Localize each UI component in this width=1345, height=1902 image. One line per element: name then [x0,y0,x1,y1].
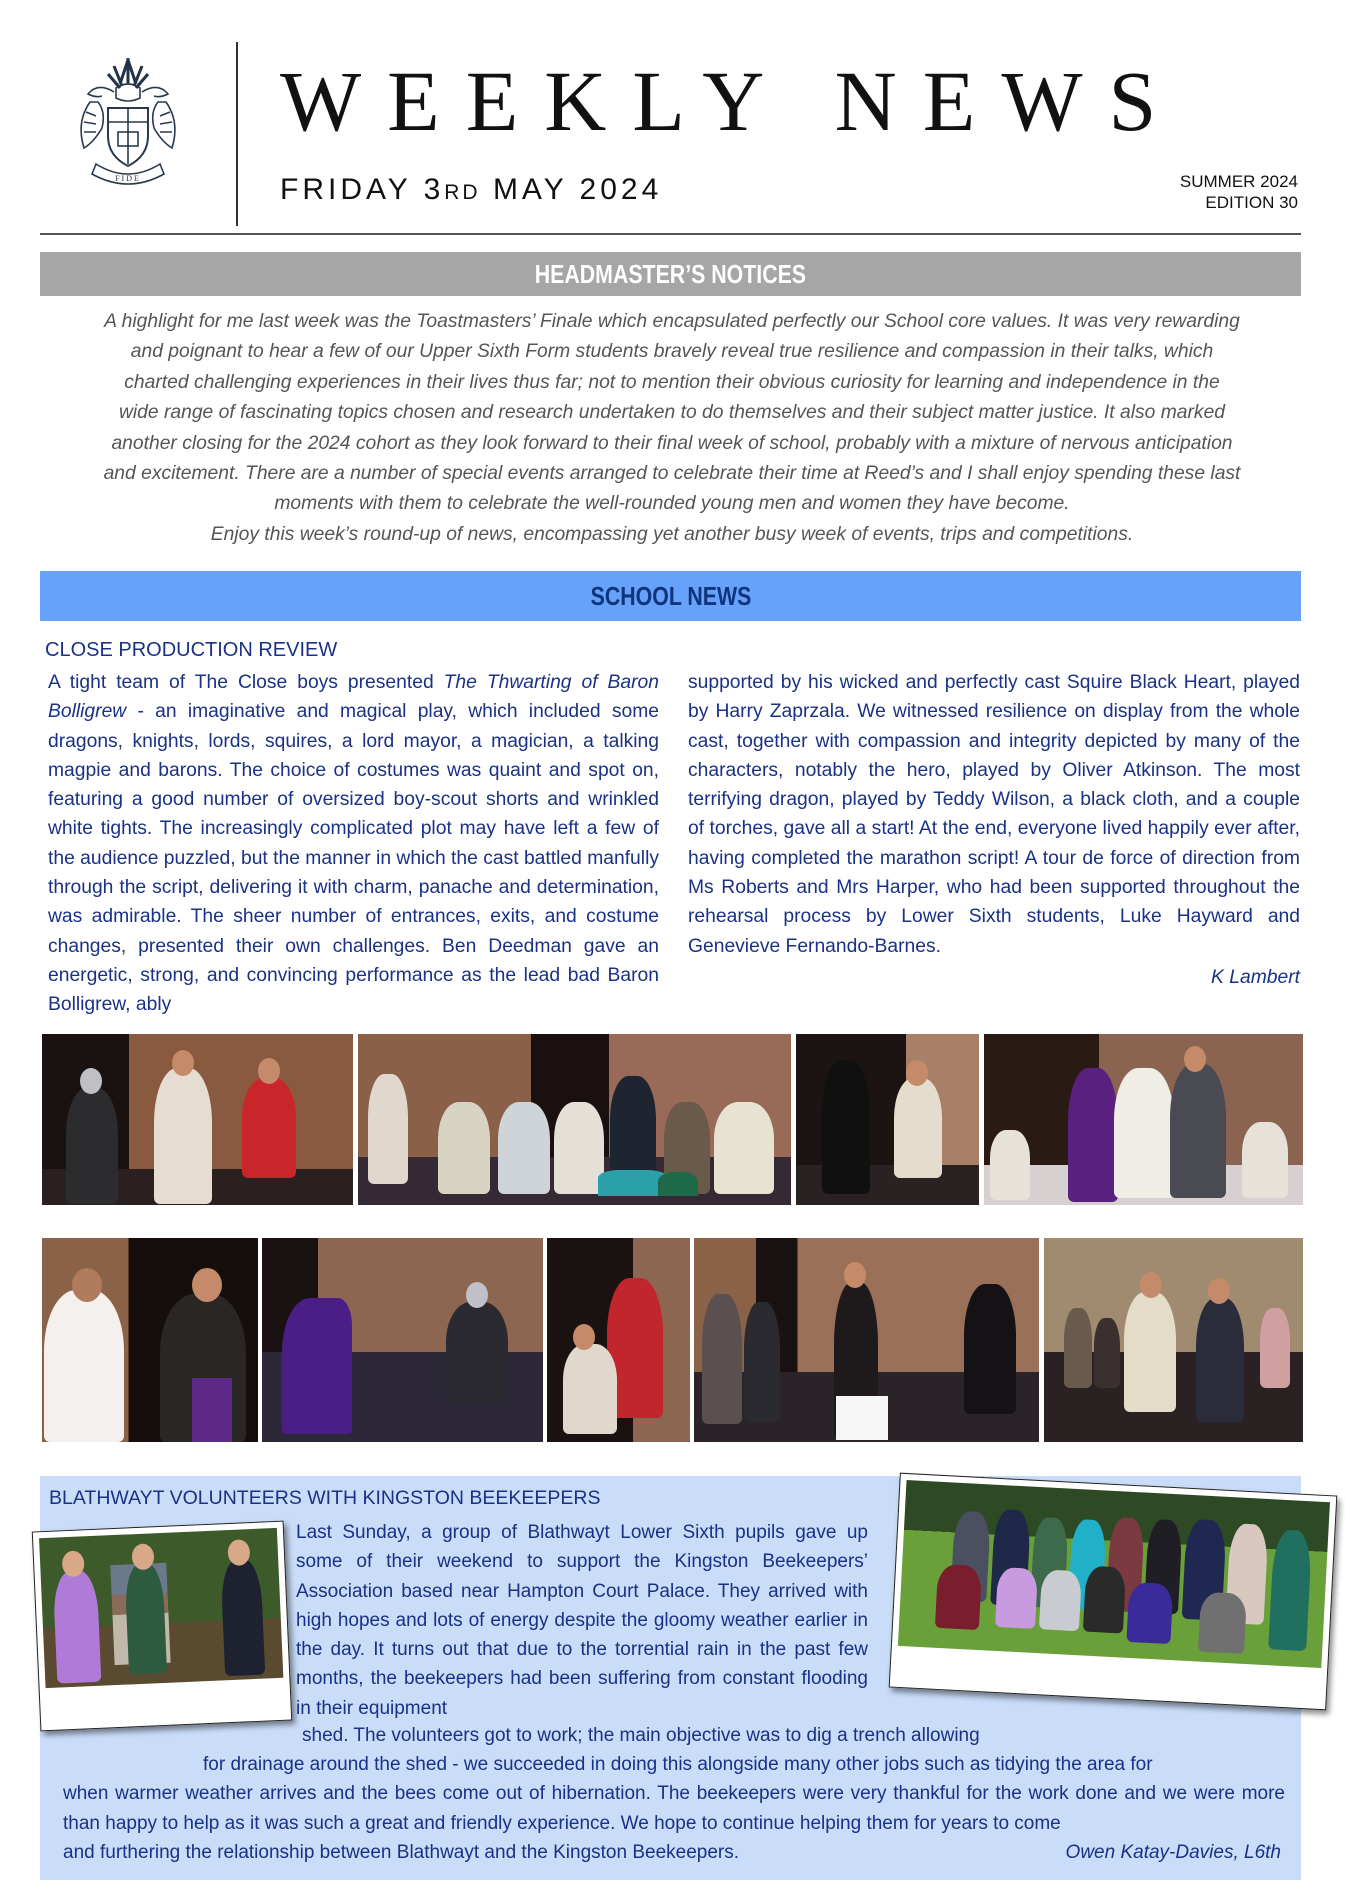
beekeepers-text-top: Last Sunday, a group of Blathwayt Lower Sixth pupils gave up some of their weekend to support the Kingston Beekeepers’ Association based near Hampton Court Palace. They arrived with high hopes and lots of energy despite the gloomy weather earlier in the day. It turns out that due to the torrential rain in the past few months, the beekeepers had been suffering from constant flooding in their equipment [296,1522,868,1719]
review-column-right [688,668,1300,992]
production-photo-9 [1044,1238,1303,1442]
notice-line: another closing for the 2024 cohort as they look forward to their final week of school, probably with a mixture of nervous anticipation [111,432,1233,454]
beekeepers-photo-hives [32,1521,292,1732]
svg-text:FIDE: FIDE [115,174,141,183]
beekeepers-text-middle: when warmer weather arrives and the bees come out of hibernation. The beekeepers were very thankful for the work done and we were more than happy to help as it was such a great and friendly experience. We hope to continue helping them for years to come [63,1783,1285,1834]
beekeepers-heading: BLATHWAYT VOLUNTEERS WITH KINGSTON BEEKEEPERS [49,1487,601,1509]
headmaster-notices-text [58,307,1286,550]
banner-title: HEADMASTER’S NOTICES [534,258,807,289]
production-photo-3 [796,1034,979,1205]
notice-line: and poignant to hear a few of our Upper Sixth Form students bravely reveal true resilience and compassion in their talks, which [130,341,1214,363]
close-production-review-heading: CLOSE PRODUCTION REVIEW [45,639,338,661]
date-ordinal: RD [444,181,481,204]
beekeepers-last-line [63,1838,1285,1867]
date-day: FRIDAY 3 [280,173,445,206]
review-body-right: supported by his wicked and perfectly cast Squire Black Heart, played by Harry Zaprzala. We witnessed resilience on display from the whole cast, together with compassion and integrity depicted by many of the characters, notably the hero, played by Oliver Atkinson. The most terrifying dragon, played by Teddy Wilson, a black cloth, and a couple of torches, gave all a start! At the end, everyone lived happily ever after, having completed the marathon script! A tour de force of direction from Ms Roberts and Mrs Harper, who had been supported throughout the rehearsal process by Lower Sixth students, Luke Hayward and Genevieve Fernando-Barnes. [688,672,1300,957]
issue-date [280,173,662,207]
header-divider [236,42,238,226]
notice-line: A highlight for me last week was the Toastmasters’ Finale which encapsulated perfectly our School core values. It was very rewarding [104,311,1240,332]
notice-line: wide range of fascinating topics chosen and research undertaken to do themselves and their subject matter justice. It also marked [118,402,1226,424]
production-photo-4 [984,1034,1303,1205]
beekeepers-author: Owen Katay-Davies, L6th [1065,1841,1281,1863]
production-photo-2 [358,1034,791,1205]
edition-info [1180,171,1298,213]
beekeepers-text-shed-line: shed. The volunteers got to work; the main objective was to dig a trench allowing [302,1725,980,1746]
term-label: SUMMER 2024 [1179,172,1298,191]
production-photo-1 [42,1034,353,1205]
production-photo-6 [262,1238,543,1442]
headmaster-notices-banner [40,252,1301,296]
review-author: K Lambert [1211,966,1300,988]
notice-line: and excitement. There are a number of special events arranged to celebrate their time at Reed’s and I shall enjoy spending these last [103,463,1241,485]
beekeepers-photo-group [889,1473,1338,1711]
production-photo-8 [694,1238,1039,1442]
review-body-left: - an imaginative and magical play, which included some dragons, knights, lords, squires, a lord mayor, a magician, a talking magpie and barons. The choice of costumes was quaint and spot on, featuring a good number of oversized boy-scout shorts and wrinkled white tights. The increasingly complicated plot may have left a few of the audience puzzled, but the manner in which the cast battled manfully through the script, delivering it with charm, panache and determination, was admirable. The sheer number of entrances, exits, and costume changes, presented their own challenges. Ben Deedman gave an energetic, strong, and convincing performance as the lead bad Baron Bolligrew, ably [48,701,659,1016]
review-intro: A tight team of The Close boys presented [48,672,444,693]
edition-number: EDITION 30 [1205,193,1298,212]
beekeepers-text-last: and furthering the relationship between Blathwayt and the Kingston Beekeepers. [63,1841,740,1863]
school-crest-logo [68,52,188,192]
production-photo-7 [547,1238,690,1442]
notice-line: Enjoy this week’s round-up of news, encompassing yet another busy week of events, trips and competitions. [210,523,1134,545]
beekeepers-text-bottom [63,1750,1285,1867]
newsletter-title: WEEKLY NEWS [280,53,1183,149]
banner-title: SCHOOL NEWS [590,580,751,611]
school-news-banner [40,571,1301,621]
review-column-left [48,668,659,1020]
beekeepers-text-line1: for drainage around the shed - we succeeded in doing this alongside many other jobs such as tidying the area for [203,1754,1153,1775]
notice-line: charted challenging experiences in their lives thus far; not to mention their obvious curiosity for learning and independence in the [124,371,1220,393]
date-month-year: MAY 2024 [480,173,663,206]
header-rule [40,233,1301,235]
production-photo-5 [42,1238,258,1442]
notice-line: moments with them to celebrate the well-rounded young men and women they have become. [274,493,1070,515]
play-title: The Thwarting of Baron Bolligrew [48,672,659,723]
